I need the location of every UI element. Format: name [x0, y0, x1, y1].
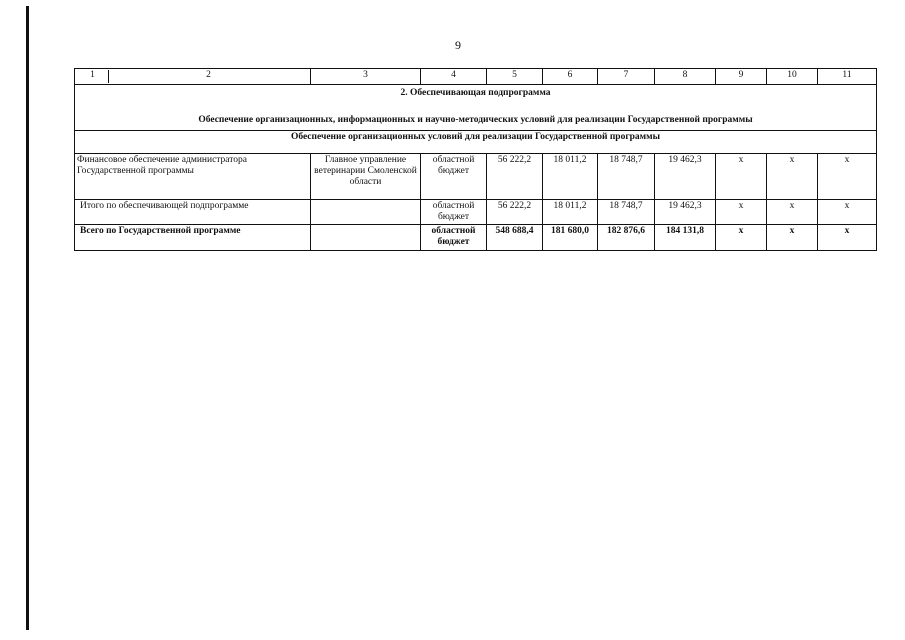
header-cell-8: 8	[655, 69, 716, 85]
row-source: областной бюджет	[421, 200, 487, 225]
header-cell-2: 2	[206, 70, 211, 80]
row-value-year1: 18 011,2	[543, 154, 598, 200]
table-row	[75, 225, 877, 251]
header-cell-10: 10	[767, 69, 818, 85]
header-cell-7: 7	[598, 69, 655, 85]
row-value-col10: х	[767, 154, 818, 200]
page-number: 9	[455, 38, 461, 52]
header-cell-1-2	[75, 69, 311, 85]
table-row	[75, 154, 877, 200]
header-cell-3: 3	[311, 69, 421, 85]
header-cell-11: 11	[818, 69, 877, 85]
table-row	[75, 200, 877, 225]
row-value-total: 56 222,2	[487, 200, 543, 225]
row-value-year2: 18 748,7	[598, 200, 655, 225]
section-title: 2. Обеспечивающая подпрограмма	[400, 88, 551, 98]
row-value-col11: х	[818, 200, 877, 225]
header-cell-4: 4	[421, 69, 487, 85]
row-value-total: 548 688,4	[487, 225, 543, 251]
row-value-year2: 182 876,6	[598, 225, 655, 251]
row-value-col9: х	[716, 154, 767, 200]
subsection-row	[75, 131, 877, 154]
row-value-col9: х	[716, 225, 767, 251]
section-description: Обеспечение организационных, информационных и научно-методических условий для реализации Государственной программы	[198, 115, 753, 125]
row-executor	[311, 200, 421, 225]
row-value-year3: 184 131,8	[655, 225, 716, 251]
header-cell-5: 5	[487, 69, 543, 85]
row-source: областной бюджет	[421, 225, 487, 251]
budget-table	[74, 68, 877, 251]
header-row	[75, 69, 877, 85]
header-cell-1: 1	[77, 70, 109, 83]
row-value-year1: 18 011,2	[543, 200, 598, 225]
row-value-year1: 181 680,0	[543, 225, 598, 251]
subsection-title: Обеспечение организационных условий для реализации Государственной программы	[75, 131, 877, 154]
row-value-col9: х	[716, 200, 767, 225]
section-row	[75, 85, 877, 131]
row-name: Итого по обеспечивающей подпрограмме	[75, 200, 311, 225]
header-cell-6: 6	[543, 69, 598, 85]
row-source: областной бюджет	[421, 154, 487, 200]
row-executor: Главное управление ветеринарии Смоленской области	[311, 154, 421, 200]
row-value-col10: х	[767, 225, 818, 251]
row-name: Всего по Государственной программе	[75, 225, 311, 251]
row-value-year2: 18 748,7	[598, 154, 655, 200]
row-value-total: 56 222,2	[487, 154, 543, 200]
row-value-col10: х	[767, 200, 818, 225]
row-name: Финансовое обеспечение администратора Государственной программы	[75, 154, 311, 200]
row-value-col11: х	[818, 225, 877, 251]
row-value-year3: 19 462,3	[655, 154, 716, 200]
binding-margin-line	[26, 6, 29, 630]
header-cell-9: 9	[716, 69, 767, 85]
row-executor	[311, 225, 421, 251]
row-value-col11: х	[818, 154, 877, 200]
row-value-year3: 19 462,3	[655, 200, 716, 225]
